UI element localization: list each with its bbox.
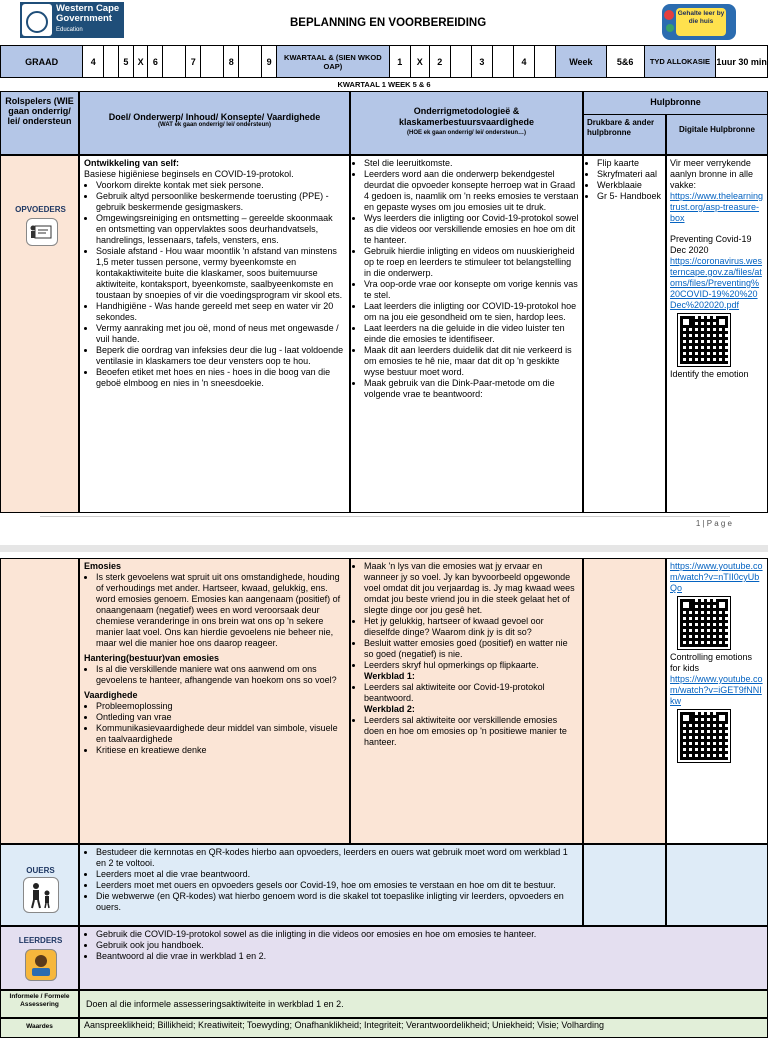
goal-heading: Ontwikkeling van self: (84, 158, 180, 168)
logo-text: Western Cape Government (56, 3, 120, 24)
list-item: • Gebruik die COVID-19-protokol sowel as die inligting in die videos oor emosies en hoe om emosies te hanteer. (96, 929, 763, 940)
grade-4: 4 (83, 46, 104, 78)
digital-text-4: Controlling emotions for kids (670, 652, 753, 673)
list-item: • Leerders moet met ouers en opvoeders gesels oor Covid-19, hoe om emosies te verstaan en hoe om dit te bestuur. (96, 880, 578, 891)
goal-intro: Basiese higiëniese beginsels en COVID-19-protokol. (84, 169, 294, 179)
list-item: • Kommunikasievaardighede deur middel van simbole, visuele en taalvaardighede (96, 723, 345, 745)
list-item: • Wys leerders die inligting oor Covid-19-protokol sowel as die videos oor verskillende emosies en hoe om dit te hanteer. (364, 213, 579, 246)
assessment-cell: Doen al die informele assesseringsaktiwiteite in werkblad 1 en 2. (79, 990, 768, 1018)
list-item: • Gebruik hierdie inligting en videos om nuuskierigheid op te roep en leerders te stimuleer tot belangstelling in die onderwerp. (364, 246, 579, 279)
learners-cell (79, 926, 768, 990)
printable-list (585, 158, 663, 202)
list-item: • Bestudeer die kernnotas en QR-kodes hierbo aan opvoeders, leerders en ouers wat gebruik moet word om werkblad 1 en 2 te voltooi. (96, 847, 578, 869)
wcg-logo (20, 2, 124, 38)
grade-8: 8 (224, 46, 239, 78)
list-item: • Besluit watter emosies goed (positief) en watter nie so goed (negatief) is nie. (364, 638, 579, 660)
printable-cell-1 (583, 155, 666, 513)
youtube-link-1[interactable]: https://www.youtube.com/watch?v=nTII0cyUbQo (670, 561, 763, 593)
digital-text-1: Vir meer verrykende aanlyn bronne in alle vakke: (670, 158, 754, 190)
worksheet-1-label: Werkblad 1: (364, 671, 415, 681)
handling-emotions-heading: Hantering(bestuur)van emosies (84, 653, 220, 663)
role-educators-cell-cont (0, 558, 79, 844)
method-list (352, 158, 579, 400)
parent-child-icon (23, 877, 59, 913)
term-label: KWARTAAL & (SIEN WKOD OAP) (277, 46, 390, 78)
list-item: • Stel die leeruitkomste. (364, 158, 579, 169)
method-cell-2 (350, 558, 583, 844)
list-item: • Leerders moet al die vrae beantwoord. (96, 869, 578, 880)
list-item: • Sosiale afstand - Hou waar moontlik 'n afstand van minstens 1,5 meter tussen persone, vermy byeenkomste en kontakaktiwiteite buite die klaskamer, soos buitemuurse aktiwiteite, kontaksport, byeenkomste, saalbyeenkomste en toustaan by snoepies of vir die voedingsprogram vir skool ets. (96, 246, 345, 301)
week-value: 5&6 (606, 46, 644, 78)
col-header-goal: Doel/ Onderwerp/ Inhoud/ Konsepte/ Vaardighede (WAT ek gaan onderrig/ lei/ ondersteun) (79, 91, 350, 155)
quality-learning-badge (662, 4, 736, 40)
digital-text-3: Identify the emotion (670, 369, 749, 379)
page-separator (0, 545, 768, 552)
col-header-method: Onderrigmetodologieë & klaskamerbestuursvaardighede (HOE ek gaan onderrig/ lei/ ondersteun…) (350, 91, 583, 155)
grade-row (0, 45, 768, 78)
grade-5: 5 (118, 46, 133, 78)
list-item: • Is sterk gevoelens wat spruit uit ons omstandighede, houding of verhoudings met ander. Hartseer, kwaad, gelukkig, ens. word emosies genoem. Emosies kan aangenaam (positief) of onaangenaam (negatief) wees en word veroorsaak deur chemiese veranderinge in ons brein wat ons op 'n sekere manier laat voel. Ons kan hierdie gevoelens nie beheer nie, maar wel die manier hoe ons daarop reageer. (96, 572, 345, 649)
goal-list (84, 180, 345, 389)
term-week-banner: KWARTAAL 1 WEEK 5 & 6 (337, 80, 431, 89)
term-1-mark: X (410, 46, 429, 78)
role-educators-label: OPVOEDERS (15, 205, 66, 214)
list-item: • Gr 5- Handboek (597, 191, 663, 202)
parents-cell (79, 844, 583, 926)
grade-5-mark: X (133, 46, 148, 78)
role-learners-label: LEERDERS (18, 936, 63, 945)
page-title: BEPLANNING EN VOORBEREIDING (290, 17, 487, 29)
list-item: • Leerders word aan die onderwerp bekendgestel deurdat die opvoeder konsepte herroep wat in Graad 4 gedoen is, naamlik om 'n reeks emosies te verstaan en gepaste wyses om jou emosies uit te druk. (364, 169, 579, 213)
week-label: Week (556, 46, 607, 78)
col-header-digital: Digitale Hulpbronne (666, 114, 768, 155)
list-item: • Het jy gelukkig, hartseer of kwaad gevoel oor dieselfde dinge? Waarom dink jy is dit so? (364, 616, 579, 638)
role-assessment-label: Informele / Formele Assessering (0, 990, 79, 1018)
teacher-icon (26, 218, 58, 246)
list-item: • Leerders sal aktiwiteite oor Covid-19-protokol beantwoord. (364, 682, 579, 704)
list-item: • Werkblaaie (597, 180, 663, 191)
col-header-printable: Drukbare & ander hulpbronne (583, 114, 666, 155)
skills-list (84, 701, 345, 756)
term-2: 2 (429, 46, 450, 78)
crest-icon (22, 4, 52, 36)
list-item: • Handhigiëne - Was hande gereeld met seep en water vir 20 sekondes. (96, 301, 345, 323)
values-cell: Aanspreeklikheid; Billikheid; Kreatiwiteit; Toewyding; Onafhanklikheid; Integriteit; Verantwoordelikheid; Uniekheid; Visie; Volharding (79, 1018, 768, 1038)
printable-cell-2 (583, 558, 666, 844)
role-educators-cell (0, 155, 79, 513)
badge-text: Gehalte leer by die huis (676, 8, 726, 36)
list-item: • Ontleding van vrae (96, 712, 345, 723)
list-item: • Skryfmateri aal (597, 169, 663, 180)
list-item: • Maak dit aan leerders duidelik dat dit nie verkeerd is om emosies te hê nie, maar dat dit op 'n geskikte wyse bestuur moet word. (364, 345, 579, 378)
list-item: • Laat leerders na die geluide in die video luister ten einde die emosies te identifiseer. (364, 323, 579, 345)
grade-6: 6 (148, 46, 163, 78)
goal-cell-1 (79, 155, 350, 513)
list-item: • Maak 'n lys van die emosies wat jy ervaar en wanneer jy so voel. Jy kan byvoorbeeld opgewonde voel omdat dit jou verjaardag is. Jy mag kwaad wees omdat jou beste vriend jou in die steek gelaat het of slegte dinge oor jou gesê het. (364, 561, 579, 616)
term-1: 1 (389, 46, 410, 78)
qr-code-icon[interactable] (678, 710, 730, 762)
list-item: • Omgewingsreiniging en ontsmetting – gereelde skoonmaak en ontsmetting van oppervlaktes soos deurhandvatsels, handrelings, lessenaars, tafels, vensters, ens. (96, 213, 345, 246)
list-item: • Die webwerwe (en QR-kodes) wat hierbo genoem word is die skakel tot toepaslike inligting vir leerders, opvoeders en ouers. (96, 891, 578, 913)
goal-cell-2 (79, 558, 350, 844)
worksheet-2-label: Werkblad 2: (364, 704, 415, 714)
role-values-label: Waardes (0, 1018, 79, 1038)
list-item: • Gebruik ook jou handboek. (96, 940, 763, 951)
method-cell-1 (350, 155, 583, 513)
digital-cell-1 (666, 155, 768, 513)
list-item: • Vra oop-orde vrae oor konsepte om vorige kennis vas te stel. (364, 279, 579, 301)
role-parents-label: OUERS (26, 866, 55, 875)
list-item: • Is al die verskillende maniere wat ons aanwend om ons gevoelens te hanteer, afhangende van hoekom ons so voel? (96, 664, 345, 686)
list-item: • Beantwoord al die vrae in werkblad 1 en 2. (96, 951, 763, 962)
role-parents-cell (0, 844, 79, 926)
qr-code-icon[interactable] (678, 597, 730, 649)
list-item: • Leerders skryf hul opmerkings op flipkaarte. (364, 660, 579, 671)
page-number: 1 | P a g e (695, 519, 732, 528)
list-item: • Voorkom direkte kontak met siek persone. (96, 180, 345, 191)
role-learners-cell (0, 926, 79, 990)
list-item: • Flip kaarte (597, 158, 663, 169)
parents-list (84, 847, 578, 913)
youtube-link-2[interactable]: https://www.youtube.com/watch?v=iGET9fNNIkw (670, 674, 763, 706)
grade-label: GRAAD (1, 46, 83, 78)
grade-9: 9 (262, 46, 277, 78)
emotions-heading: Emosies (84, 561, 122, 571)
grade-7: 7 (186, 46, 201, 78)
header (0, 0, 768, 44)
time-value: 1uur 30 min (716, 46, 768, 78)
list-item: • Vermy aanraking met jou oë, mond of neus met ongewasde / vuil hande. (96, 323, 345, 345)
learning-trust-link[interactable]: https://www.thelearningtrust.org/asp-treasure-box (670, 191, 764, 223)
method-list-2 (352, 561, 579, 671)
covid-protocol-link[interactable]: https://coronavirus.westerncape.gov.za/files/atoms/files/Preventing%20COVID-19%20%20Dec%202020.pdf (670, 256, 763, 310)
list-item: • Beoefen etiket met hoes en nies - hoes in die boog van die geboë elmboog en nies in 'n sneesdoekie. (96, 367, 345, 389)
time-label: TYD ALLOKASIE (644, 46, 716, 78)
logo-subtext: Education (56, 27, 83, 33)
learner-icon (25, 949, 57, 981)
list-item: • Beperk die oordrag van infeksies deur die lug - laat voldoende ventilasie in klaskamers toe deur vensters oop te hou. (96, 345, 345, 367)
skills-heading: Vaardighede (84, 690, 138, 700)
digital-cell-2 (666, 558, 768, 844)
list-item: • Kritiese en kreatiewe denke (96, 745, 345, 756)
col-header-roles: Rolspelers (WIE gaan onderrig/ lei/ ondersteun (0, 91, 79, 155)
list-item: • Maak gebruik van die Dink-Paar-metode om die volgende vrae te beantwoord: (364, 378, 579, 400)
page-2 (0, 552, 768, 1030)
list-item: • Gebruik altyd persoonlike beskermende toerusting (PPE) - gebruik beskermende gesigmaskers. (96, 191, 345, 213)
digital-text-2: Preventing Covid-19 Dec 2020 (670, 234, 752, 255)
learners-list (84, 929, 763, 962)
term-4: 4 (513, 46, 534, 78)
list-item: • Probleemoplossing (96, 701, 345, 712)
list-item: • Laat leerders die inligting oor COVID-19-protokol hoe om na jou eie gesondheid om te sien, hardop lees. (364, 301, 579, 323)
term-3: 3 (471, 46, 492, 78)
col-header-resources: Hulpbronne (583, 91, 768, 115)
qr-code-icon[interactable] (678, 314, 730, 366)
list-item: • Leerders sal aktiwiteite oor verskillende emosies doen en hoe om emosies op 'n positiewe manier te hanteer. (364, 715, 579, 748)
